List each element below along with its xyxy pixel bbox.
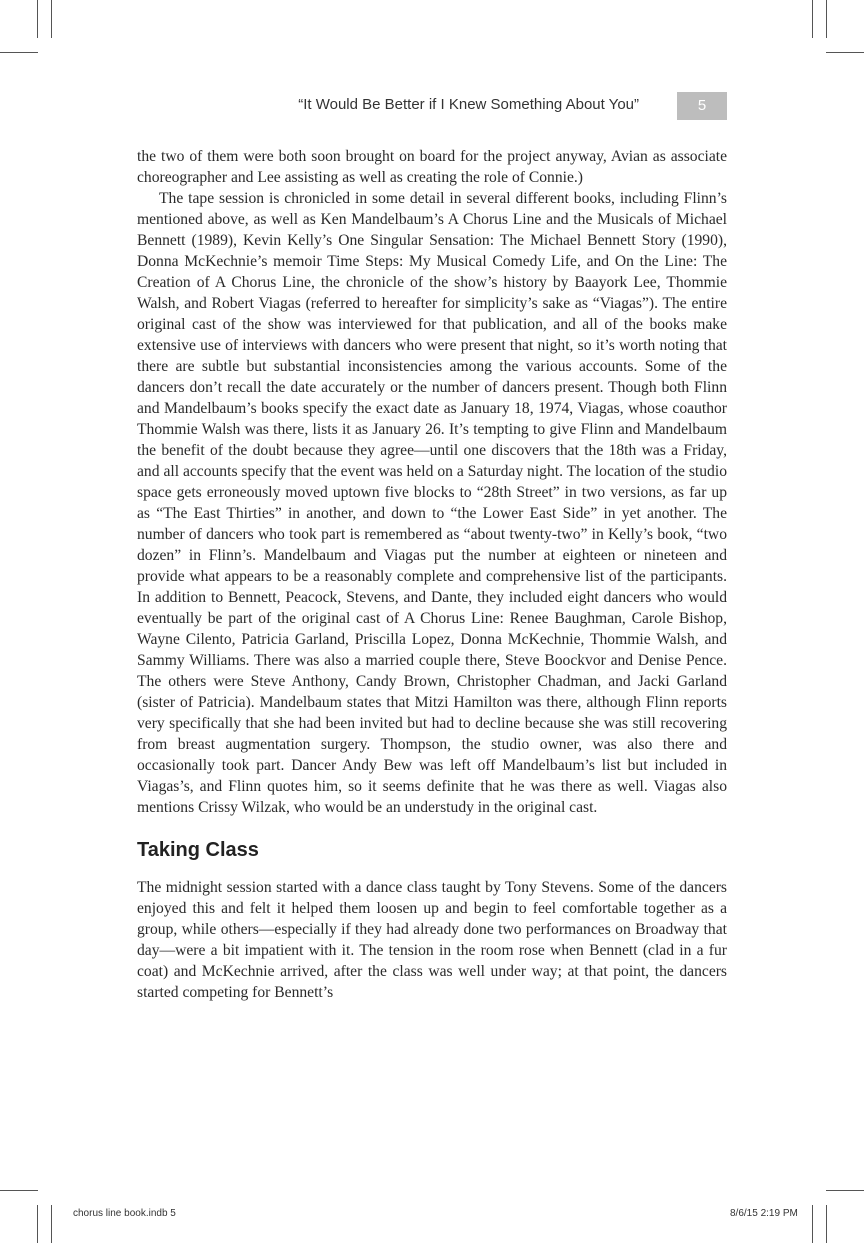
running-title: “It Would Be Better if I Knew Something About You” (298, 96, 639, 113)
crop-mark (826, 1205, 827, 1243)
crop-mark (0, 1190, 38, 1191)
slug-file: chorus line book.indb 5 (73, 1208, 176, 1219)
running-head (137, 92, 727, 120)
crop-mark (826, 52, 864, 53)
crop-mark (37, 0, 38, 38)
slug-timestamp: 8/6/15 2:19 PM (730, 1208, 798, 1219)
section-heading: Taking Class (137, 839, 259, 861)
body-text (137, 146, 727, 1003)
crop-mark (51, 0, 52, 38)
page-number: 5 (677, 92, 727, 120)
paragraph: The tape session is chronicled in some detail in several different books, including Flinn’s mentioned above, as well as Ken Mandelbaum’s A Chorus Line and the Musicals of Michael Bennett (1989), Kevin Kelly’s One Singular Sensation: The Michael Bennett Story (1990), Donna McKechnie’s memoir Time Steps: My Musical Comedy Life, and On the Line: The Creation of A Chorus Line, the chronicle of the show’s history by Baayork Lee, Thommie Walsh, and Robert Viagas (referred to hereafter for simplicity’s sake as “Viagas”). The entire original cast of the show was interviewed for that publication, and all of the books make extensive use of interviews with dancers who were present that night, so it’s worth noting that there are subtle but substantial inconsistencies among the various accounts. Some of the dancers don’t recall the date accurately or the number of dancers present. Though both Flinn and Mandelbaum’s books specify the exact date as January 18, 1974, Viagas, whose coauthor Thommie Walsh was there, lists it as January 26. It’s tempting to give Flinn and Mandelbaum the benefit of the doubt because they agree—until one discovers that the 18th was a Friday, and all accounts specify that the event was held on a Saturday night. The location of the studio space gets erroneously moved uptown five blocks to “28th Street” in two versions, as far up as “The East Thirties” in another, and down to “the Lower East Side” in yet another. The number of dancers who took part is remembered as “about twenty-two” in Kelly’s book, “two dozen” in Flinn’s. Mandelbaum and Viagas put the number at eighteen or nineteen and provide what appears to be a reasonably complete and comprehensive list of the participants. In addition to Bennett, Peacock, Stevens, and Dante, they included eight dancers who would eventually be part of the original cast of A Chorus Line: Renee Baughman, Carole Bishop, Wayne Cilento, Patricia Garland, Priscilla Lopez, Donna McKechnie, Thommie Walsh, and Sammy Williams. There was also a married couple there, Steve Boockvor and Denise Pence. The others were Steve Anthony, Candy Brown, Christopher Chadman, and Jacki Garland (sister of Patricia). Mandelbaum states that Mitzi Hamilton was there, although Flinn reports very specifically that she had been invited but had to decline because she was still recovering from breast augmentation surgery. Thompson, the studio owner, was also there and occasionally took part. Dancer Andy Bew was left off Mandelbaum’s list but included in Viagas’s, and Flinn quotes him, so it seems definite that he was there as well. Viagas also mentions Crissy Wilzak, who would be an understudy in the original cast. (137, 190, 727, 816)
crop-mark (812, 1205, 813, 1243)
crop-mark (812, 0, 813, 38)
paragraph: the two of them were both soon brought on board for the project anyway, Avian as associate choreographer and Lee assisting as well as creating the role of Connie.) (137, 148, 727, 186)
crop-mark (826, 0, 827, 38)
paragraph: The midnight session started with a dance class taught by Tony Stevens. Some of the dancers enjoyed this and felt it helped them loosen up and begin to feel comfortable together as a group, while others—especially if they had already done two performances on Broadway that day—were a bit impatient with it. The tension in the room rose when Bennett (clad in a fur coat) and McKechnie arrived, after the class was well under way; at that point, the dancers started competing for Bennett’s (137, 879, 727, 1001)
crop-mark (826, 1190, 864, 1191)
crop-mark (0, 52, 38, 53)
crop-mark (37, 1205, 38, 1243)
crop-mark (51, 1205, 52, 1243)
